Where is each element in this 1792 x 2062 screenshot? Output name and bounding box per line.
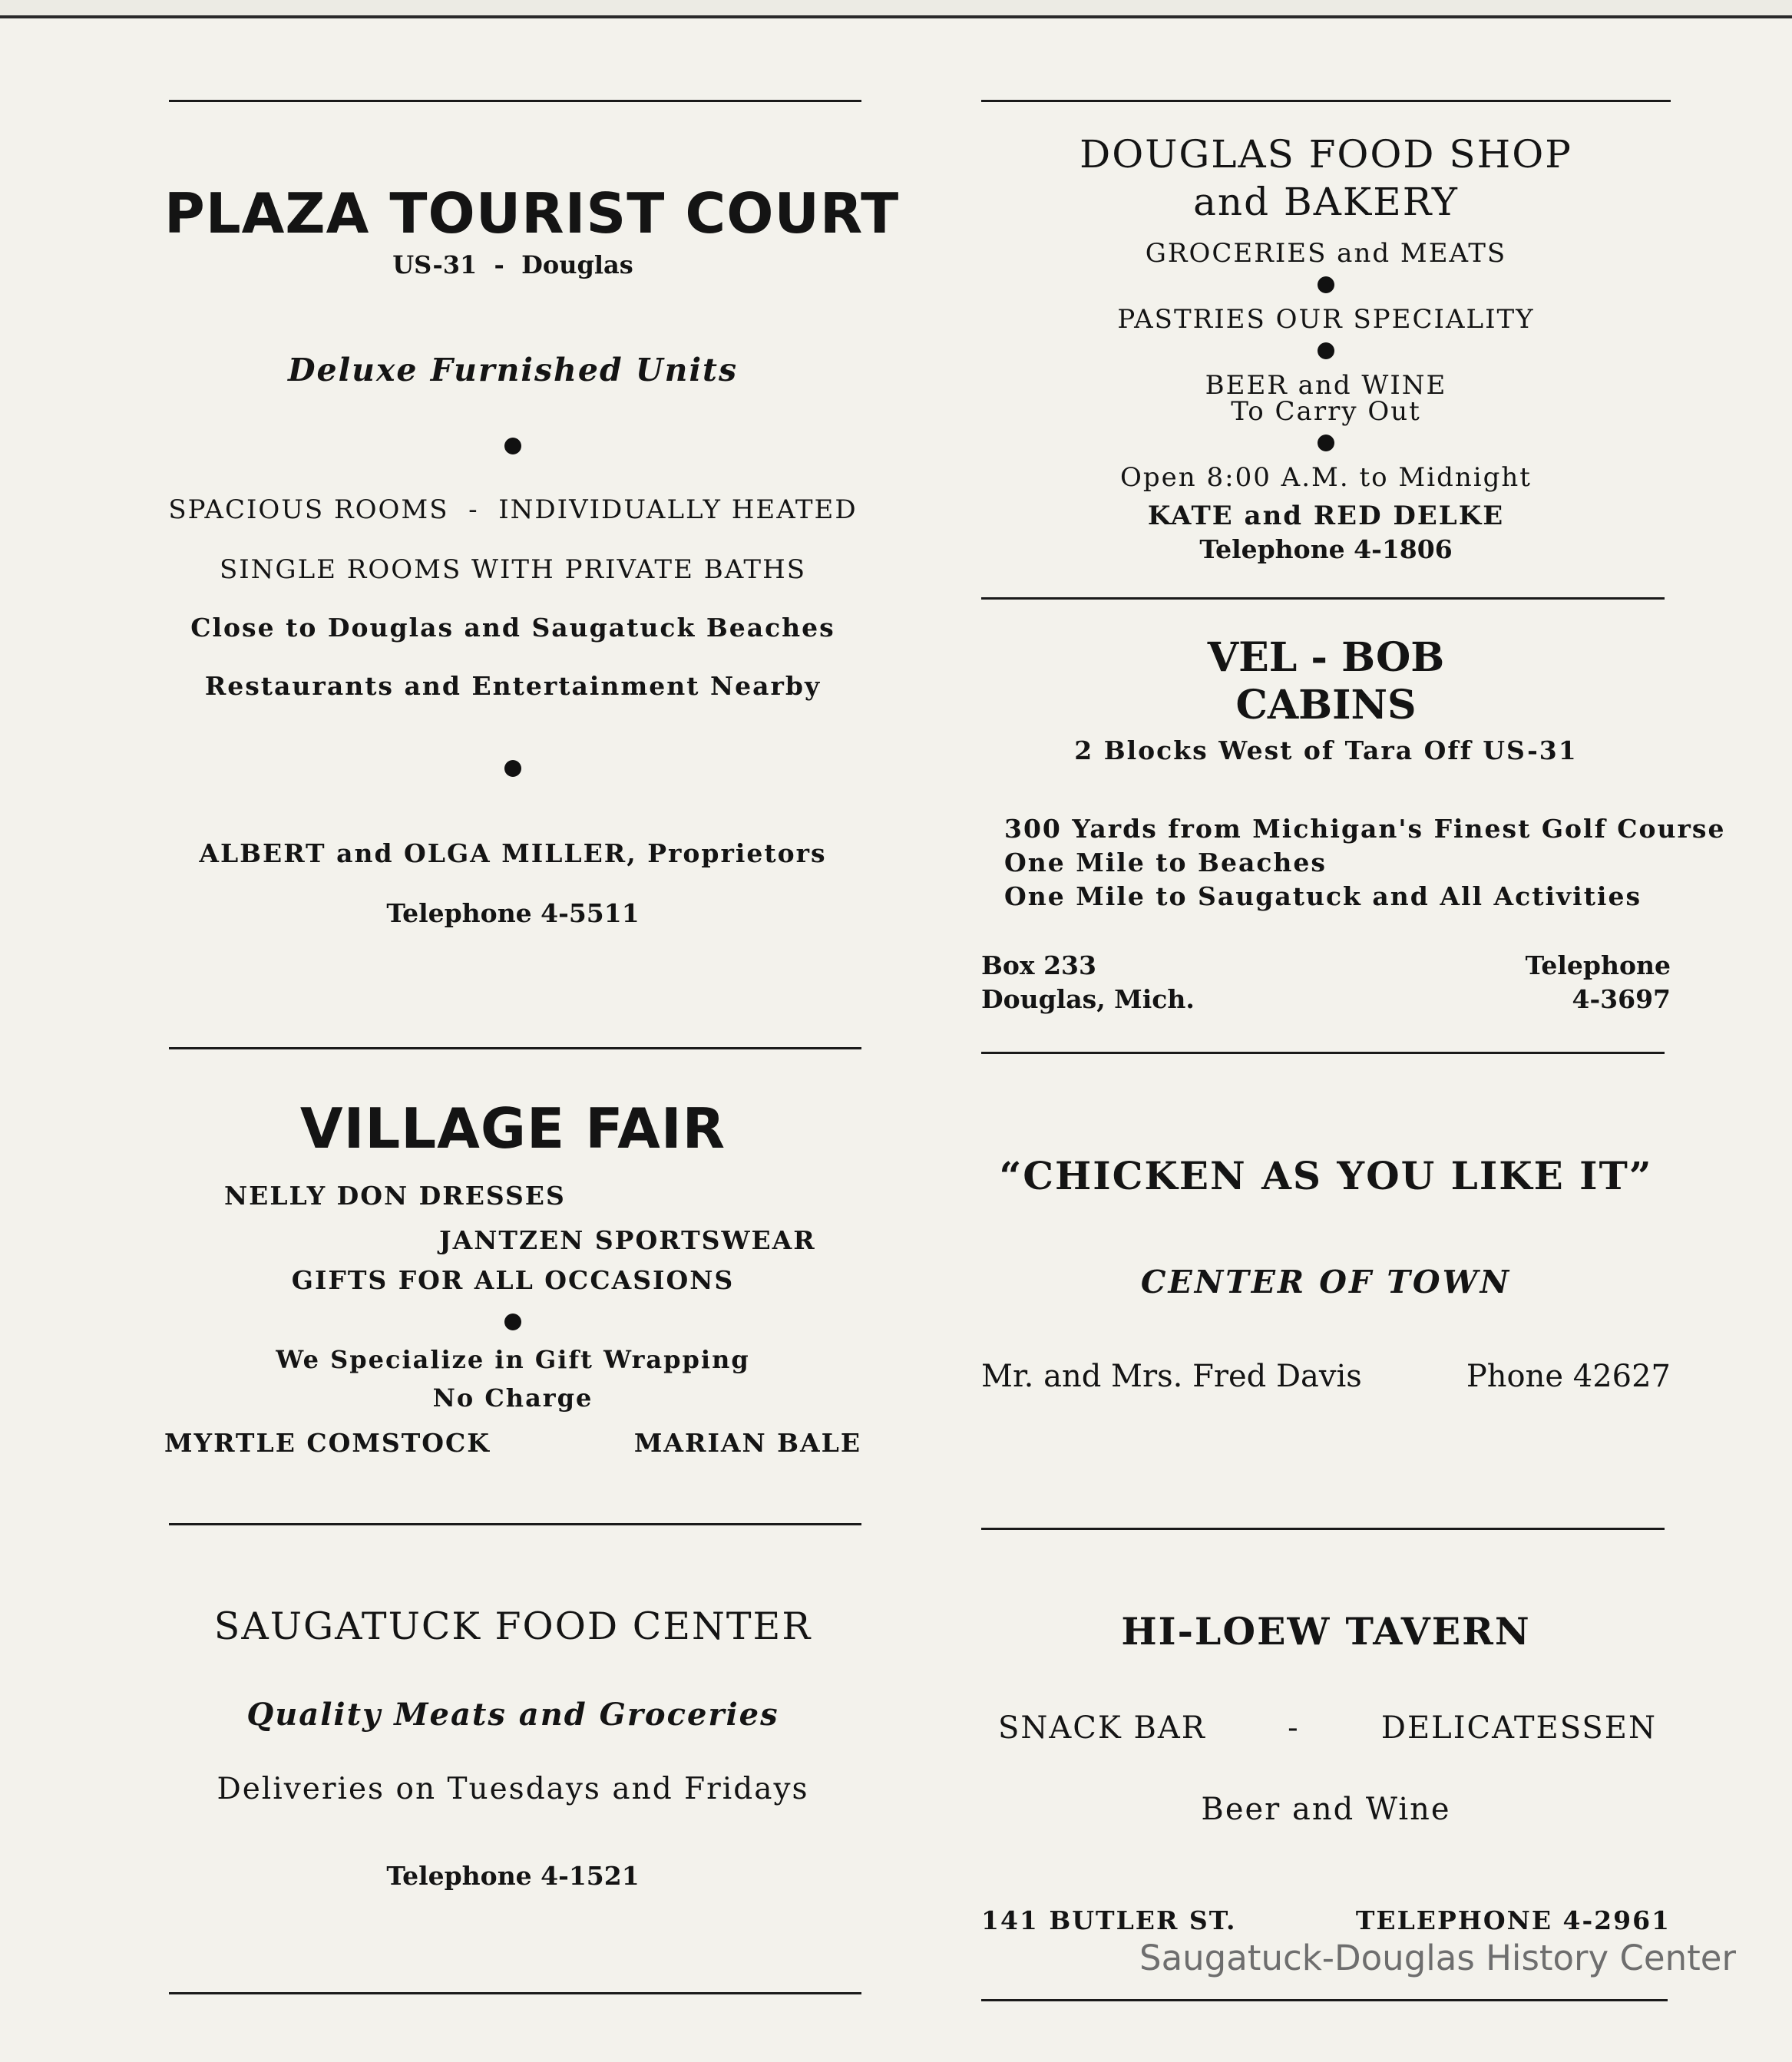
owner-name: MYRTLE COMSTOCK xyxy=(164,1428,491,1458)
right-column xyxy=(981,0,1726,2062)
ad-title: DOUGLAS FOOD SHOP xyxy=(1079,132,1572,177)
ad-line: Deliveries on Tuesdays and Fridays xyxy=(217,1772,809,1806)
bullet-dot xyxy=(1318,276,1334,293)
ad-tagline: Deluxe Furnished Units xyxy=(287,352,739,388)
ad-telephone: Telephone 4-1806 xyxy=(1199,534,1453,564)
ad-title: PLAZA TOURIST COURT xyxy=(164,181,900,246)
phone: Phone 42627 xyxy=(1466,1359,1671,1394)
ad-title: VEL - BOB xyxy=(1207,634,1445,681)
services-row xyxy=(981,1710,1671,1746)
ad-title: and BAKERY xyxy=(1193,180,1459,224)
left-column xyxy=(164,0,900,2062)
telephone-number: 4-3697 xyxy=(1572,984,1671,1014)
ad-line: Beer and Wine xyxy=(1201,1792,1451,1827)
divider-rule xyxy=(169,1523,861,1525)
ad-title: VILLAGE FAIR xyxy=(299,1096,726,1161)
ad-line: Restaurants and Entertainment Nearby xyxy=(204,671,822,701)
ad-line: To Carry Out xyxy=(1231,396,1421,427)
separator: - xyxy=(1288,1710,1300,1746)
ad-line: One Mile to Beaches xyxy=(1004,848,1327,877)
ad-line: Close to Douglas and Saugatuck Beaches xyxy=(190,613,835,643)
ad-line: SINGLE ROOMS WITH PRIVATE BATHS xyxy=(219,554,807,585)
bullet-dot xyxy=(504,760,521,777)
ad-title: CABINS xyxy=(1235,682,1417,729)
address-row xyxy=(981,984,1671,1014)
ad-hours: Open 8:00 A.M. to Midnight xyxy=(1120,462,1532,493)
ad-proprietors: ALBERT and OLGA MILLER, Proprietors xyxy=(199,838,827,868)
ad-line: NELLY DON DRESSES xyxy=(224,1181,566,1211)
address-row xyxy=(981,1905,1671,1935)
bullet-dot xyxy=(504,438,521,454)
ad-line: PASTRIES OUR SPECIALITY xyxy=(1117,304,1535,335)
divider-rule xyxy=(169,100,861,102)
ad-line: 300 Yards from Michigan's Finest Golf Course xyxy=(1004,814,1726,844)
divider-rule xyxy=(981,1999,1668,2001)
history-center-watermark: Saugatuck-Douglas History Center xyxy=(1139,1938,1736,1978)
bullet-dot xyxy=(1318,342,1334,359)
service: SNACK BAR xyxy=(998,1710,1206,1746)
divider-rule xyxy=(981,1052,1665,1054)
ad-telephone: Telephone 4-1521 xyxy=(386,1861,640,1891)
bullet-dot xyxy=(1318,435,1334,451)
ad-line: One Mile to Saugatuck and All Activities xyxy=(1004,881,1642,911)
ad-owners: KATE and RED DELKE xyxy=(1147,501,1505,531)
ad-title: HI-LOEW TAVERN xyxy=(1121,1609,1531,1654)
owner-name: MARIAN BALE xyxy=(633,1428,861,1458)
ad-line: No Charge xyxy=(432,1383,593,1413)
ad-location: US-31 - Douglas xyxy=(392,250,633,279)
ad-line: We Specialize in Gift Wrapping xyxy=(276,1345,750,1374)
service: DELICATESSEN xyxy=(1380,1710,1657,1746)
divider-rule xyxy=(169,1992,861,1994)
ad-title: “CHICKEN AS YOU LIKE IT” xyxy=(999,1153,1653,1198)
divider-rule xyxy=(981,100,1671,102)
ad-location: 2 Blocks West of Tara Off US-31 xyxy=(1074,735,1578,765)
owners-row xyxy=(164,1428,861,1458)
ad-line: SPACIOUS ROOMS - INDIVIDUALLY HEATED xyxy=(168,494,858,525)
ad-line: JANTZEN SPORTSWEAR xyxy=(439,1225,816,1255)
ad-tagline: CENTER OF TOWN xyxy=(1140,1264,1512,1300)
city: Douglas, Mich. xyxy=(981,984,1195,1014)
telephone: TELEPHONE 4-2961 xyxy=(1355,1905,1671,1935)
box-number: Box 233 xyxy=(981,950,1096,980)
owners: Mr. and Mrs. Fred Davis xyxy=(981,1359,1362,1394)
ad-telephone: Telephone 4-5511 xyxy=(386,898,640,928)
divider-rule xyxy=(169,1047,861,1049)
telephone-label: Telephone xyxy=(1525,950,1671,980)
ad-title: SAUGATUCK FOOD CENTER xyxy=(213,1604,812,1648)
ad-line: BEER and WINE xyxy=(1205,370,1447,401)
address: 141 BUTLER ST. xyxy=(981,1905,1237,1935)
divider-rule xyxy=(981,1528,1665,1530)
ad-tagline: Quality Meats and Groceries xyxy=(246,1697,779,1733)
ad-line: GROCERIES and MEATS xyxy=(1145,238,1507,269)
contact-row xyxy=(981,1359,1671,1394)
divider-rule xyxy=(981,597,1665,600)
bullet-dot xyxy=(504,1314,521,1330)
address-row xyxy=(981,950,1671,980)
ad-line: GIFTS FOR ALL OCCASIONS xyxy=(291,1265,735,1295)
